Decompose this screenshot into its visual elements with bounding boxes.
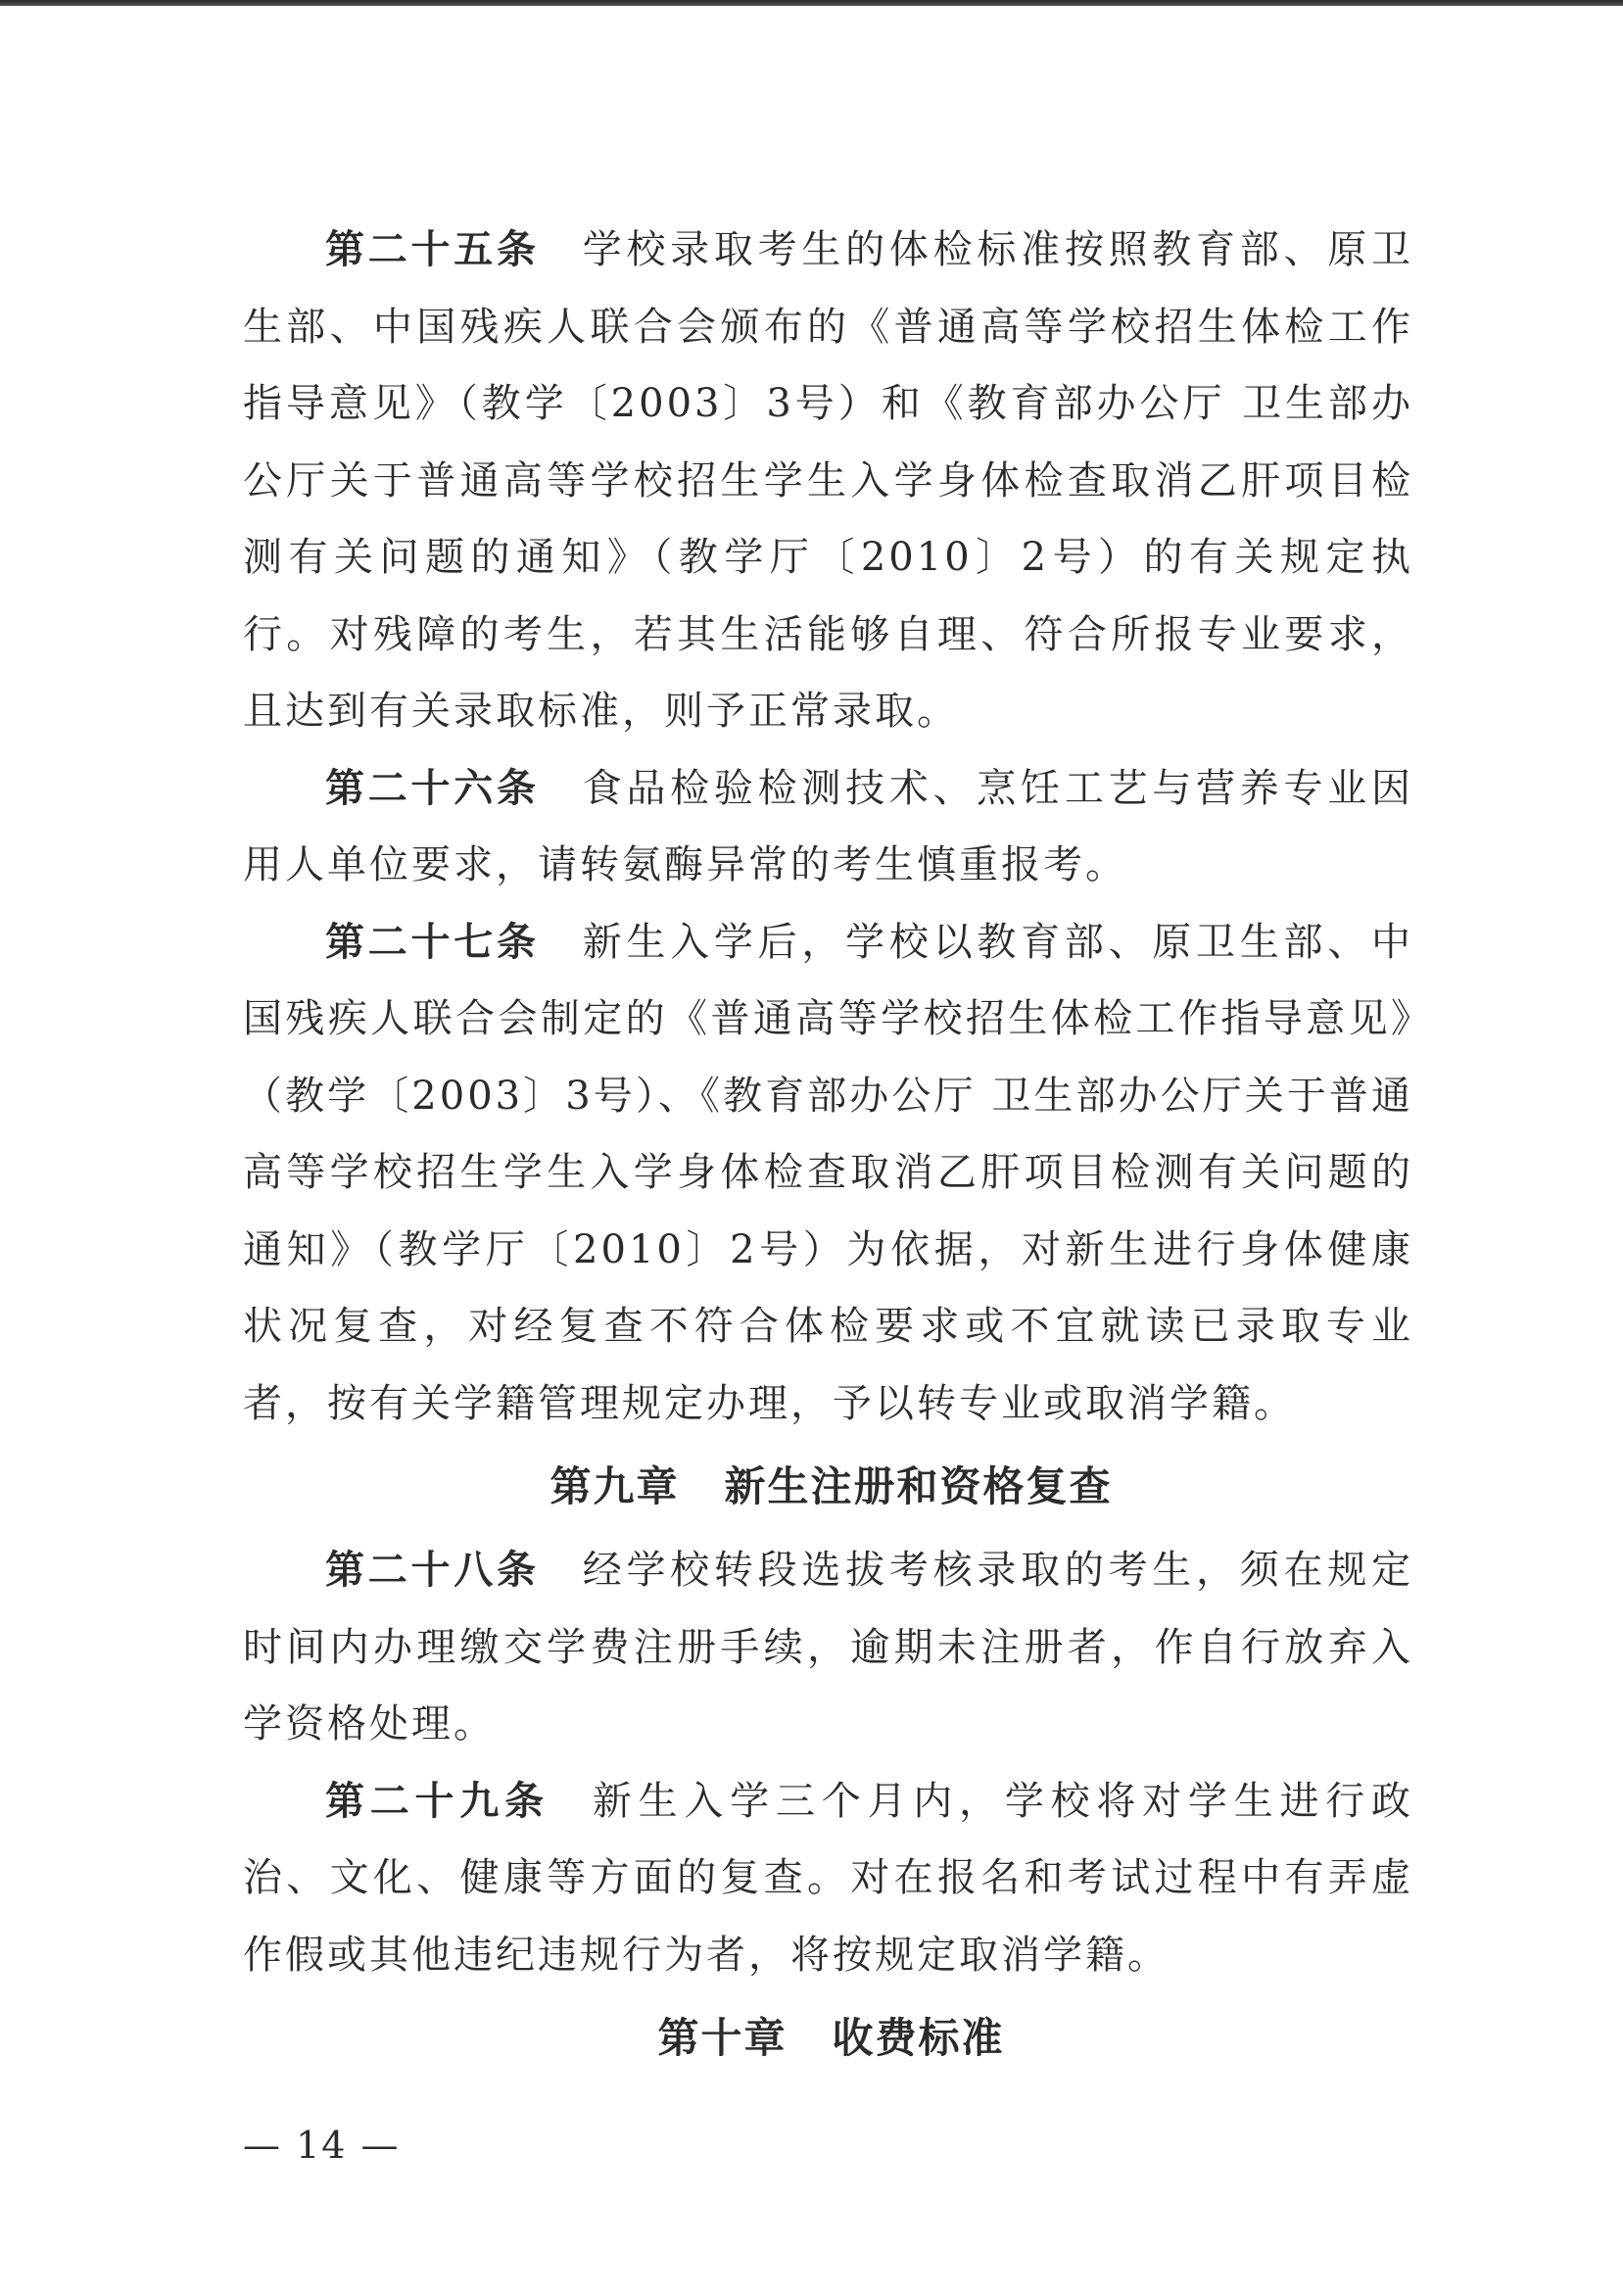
article-text: 学校录取考生的体检标准按照教育部、原卫生部、中国残疾人联合会颁布的《普通高等学校招生体检工作指导意见》（教学〔2003〕3号）和《教育部办公厅 卫生部办公厅关于普通高等学校招生学生入学身体检查取消乙肝项目检测有关问题的通知》（教学厅〔2010〕2号）的有关规定执行。对残障的考生，若其生活能够自理、符合所报专业要求，且达到有关录取标准，则予正常录取。 <box>243 227 1414 734</box>
article-text: 经学校转段选拔考核录取的考生，须在规定时间内办理缴交学费注册手续，逾期未注册者，作自行放弃入学资格处理。 <box>243 1548 1414 1746</box>
chapter-number: 第十章 <box>657 2014 788 2062</box>
article-26 <box>243 750 1413 904</box>
document-page <box>243 212 1413 2078</box>
article-28 <box>243 1532 1413 1763</box>
article-title: 第二十六条 <box>325 765 540 811</box>
article-text: 新生入学三个月内，学校将对学生进行政治、文化、健康等方面的复查。对在报名和考试过程中有弄虚作假或其他违纪违规行为者，将按规定取消学籍。 <box>243 1778 1414 1978</box>
article-title: 第二十八条 <box>325 1548 540 1593</box>
article-text: 新生入学后，学校以教育部、原卫生部、中国残疾人联合会制定的《普通高等学校招生体检工作指导意见》（教学〔2003〕3号）、《教育部办公厅 卫生部办公厅关于普通高等学校招生学生入学身体检查取消乙肝项目检测有关问题的通知》（教学厅〔2010〕2号）为依据，对新生进行身体健康状况复查，对经复查不符合体检要求或不宜就读已录取专业者，按有关学籍管理规定办理，予以转专业或取消学籍。 <box>243 919 1414 1426</box>
article-title: 第二十九条 <box>325 1778 549 1824</box>
chapter-name: 新生注册和资格复查 <box>724 1462 1113 1510</box>
page-number: — 14 — <box>243 2124 401 2167</box>
article-27 <box>243 904 1413 1443</box>
article-25 <box>243 212 1413 750</box>
article-29 <box>243 1763 1413 1994</box>
article-title: 第二十七条 <box>325 919 540 965</box>
chapter-number: 第九章 <box>549 1462 680 1510</box>
chapter-10-heading <box>243 1999 1413 2078</box>
scan-top-edge <box>0 0 1623 6</box>
chapter-name: 收费标准 <box>832 2014 1005 2062</box>
article-title: 第二十五条 <box>325 227 540 272</box>
article-text: 食品检验检测技术、烹饪工艺与营养专业因用人单位要求，请转氨酶异常的考生慎重报考。 <box>243 765 1414 887</box>
chapter-9-heading <box>243 1448 1413 1526</box>
